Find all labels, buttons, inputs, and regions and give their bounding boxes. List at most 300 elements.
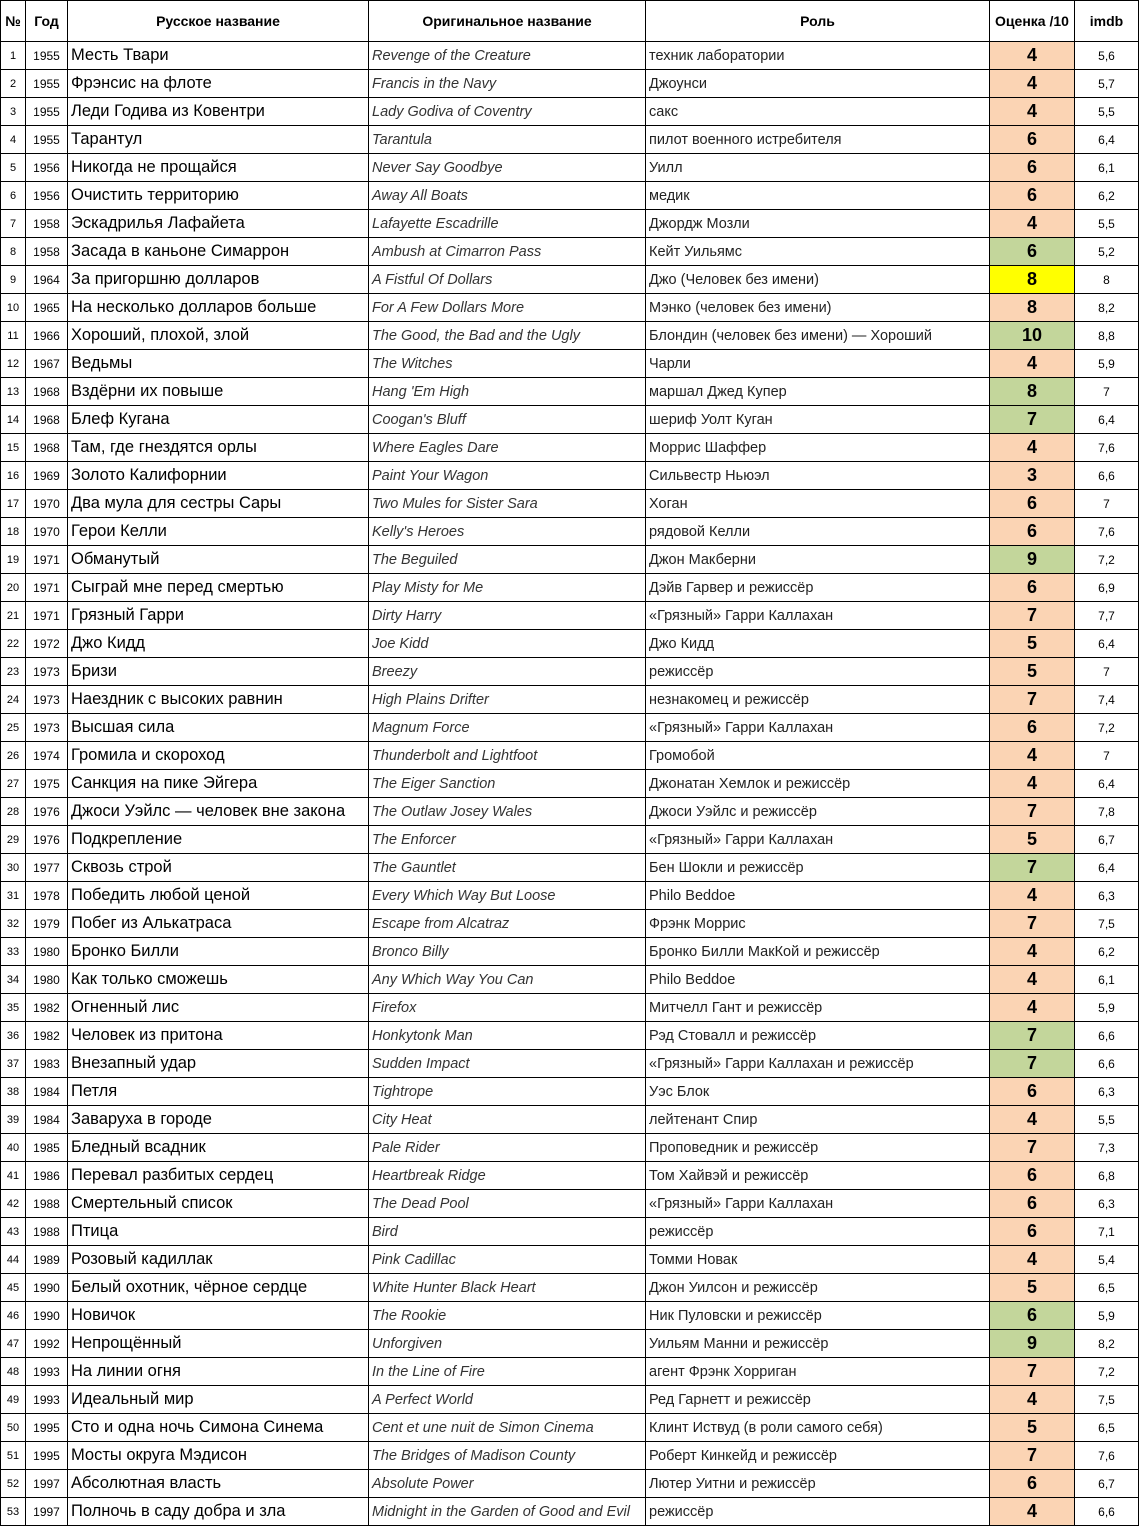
role-cell: режиссёр xyxy=(646,1218,990,1246)
header-row xyxy=(1,1,1139,42)
table-row xyxy=(1,154,1139,182)
imdb-cell: 6,8 xyxy=(1075,1162,1139,1190)
russian-title-cell: Джо Кидд xyxy=(68,630,369,658)
original-title-cell: A Perfect World xyxy=(369,1386,646,1414)
year-cell: 1971 xyxy=(26,602,68,630)
year-cell: 1967 xyxy=(26,350,68,378)
imdb-cell: 6,4 xyxy=(1075,630,1139,658)
imdb-cell: 7,3 xyxy=(1075,1134,1139,1162)
russian-title-cell: Месть Твари xyxy=(68,42,369,70)
year-cell: 1971 xyxy=(26,546,68,574)
header-score: Оценка /10 xyxy=(990,1,1075,42)
table-row xyxy=(1,658,1139,686)
year-cell: 1988 xyxy=(26,1190,68,1218)
year-cell: 1970 xyxy=(26,490,68,518)
table-row xyxy=(1,42,1139,70)
score-cell: 7 xyxy=(990,686,1075,714)
score-cell: 4 xyxy=(990,1246,1075,1274)
year-cell: 1958 xyxy=(26,210,68,238)
row-number: 9 xyxy=(1,266,26,294)
score-cell: 4 xyxy=(990,434,1075,462)
table-row xyxy=(1,1274,1139,1302)
year-cell: 1969 xyxy=(26,462,68,490)
imdb-cell: 6,3 xyxy=(1075,882,1139,910)
role-cell: Бен Шокли и режиссёр xyxy=(646,854,990,882)
original-title-cell: Lafayette Escadrille xyxy=(369,210,646,238)
russian-title-cell: Птица xyxy=(68,1218,369,1246)
table-row xyxy=(1,1330,1139,1358)
table-row xyxy=(1,1190,1139,1218)
table-row xyxy=(1,1358,1139,1386)
russian-title-cell: Громила и скороход xyxy=(68,742,369,770)
role-cell: «Грязный» Гарри Каллахан xyxy=(646,602,990,630)
russian-title-cell: Непрощённый xyxy=(68,1330,369,1358)
role-cell: Рэд Стовалл и режиссёр xyxy=(646,1022,990,1050)
year-cell: 1976 xyxy=(26,826,68,854)
original-title-cell: Midnight in the Garden of Good and Evil xyxy=(369,1498,646,1526)
table-row xyxy=(1,1050,1139,1078)
table-row xyxy=(1,1246,1139,1274)
row-number: 49 xyxy=(1,1386,26,1414)
original-title-cell: Every Which Way But Loose xyxy=(369,882,646,910)
row-number: 27 xyxy=(1,770,26,798)
year-cell: 1979 xyxy=(26,910,68,938)
year-cell: 1974 xyxy=(26,742,68,770)
row-number: 3 xyxy=(1,98,26,126)
imdb-cell: 7,6 xyxy=(1075,434,1139,462)
original-title-cell: Francis in the Navy xyxy=(369,70,646,98)
russian-title-cell: Золото Калифорнии xyxy=(68,462,369,490)
score-cell: 4 xyxy=(990,98,1075,126)
row-number: 15 xyxy=(1,434,26,462)
imdb-cell: 7,4 xyxy=(1075,686,1139,714)
imdb-cell: 6,7 xyxy=(1075,1470,1139,1498)
original-title-cell: The Eiger Sanction xyxy=(369,770,646,798)
row-number: 5 xyxy=(1,154,26,182)
role-cell: Джо Кидд xyxy=(646,630,990,658)
imdb-cell: 5,5 xyxy=(1075,1106,1139,1134)
role-cell: сакс xyxy=(646,98,990,126)
role-cell: Томми Новак xyxy=(646,1246,990,1274)
score-cell: 7 xyxy=(990,406,1075,434)
year-cell: 1978 xyxy=(26,882,68,910)
table-row xyxy=(1,798,1139,826)
imdb-cell: 8,8 xyxy=(1075,322,1139,350)
russian-title-cell: Петля xyxy=(68,1078,369,1106)
imdb-cell: 6,5 xyxy=(1075,1414,1139,1442)
russian-title-cell: Внезапный удар xyxy=(68,1050,369,1078)
year-cell: 1965 xyxy=(26,294,68,322)
role-cell: пилот военного истребителя xyxy=(646,126,990,154)
russian-title-cell: Грязный Гарри xyxy=(68,602,369,630)
row-number: 10 xyxy=(1,294,26,322)
year-cell: 1985 xyxy=(26,1134,68,1162)
original-title-cell: In the Line of Fire xyxy=(369,1358,646,1386)
score-cell: 4 xyxy=(990,1386,1075,1414)
score-cell: 9 xyxy=(990,546,1075,574)
row-number: 21 xyxy=(1,602,26,630)
row-number: 52 xyxy=(1,1470,26,1498)
role-cell: Бронко Билли МакКой и режиссёр xyxy=(646,938,990,966)
score-cell: 6 xyxy=(990,154,1075,182)
role-cell: Ник Пуловски и режиссёр xyxy=(646,1302,990,1330)
imdb-cell: 7,6 xyxy=(1075,1442,1139,1470)
imdb-cell: 6,5 xyxy=(1075,1274,1139,1302)
table-row xyxy=(1,882,1139,910)
original-title-cell: Any Which Way You Can xyxy=(369,966,646,994)
russian-title-cell: За пригоршню долларов xyxy=(68,266,369,294)
row-number: 44 xyxy=(1,1246,26,1274)
imdb-cell: 5,4 xyxy=(1075,1246,1139,1274)
original-title-cell: Bird xyxy=(369,1218,646,1246)
original-title-cell: The Bridges of Madison County xyxy=(369,1442,646,1470)
table-row xyxy=(1,1106,1139,1134)
role-cell: техник лаборатории xyxy=(646,42,990,70)
row-number: 53 xyxy=(1,1498,26,1526)
table-row xyxy=(1,1022,1139,1050)
year-cell: 1984 xyxy=(26,1106,68,1134)
row-number: 33 xyxy=(1,938,26,966)
role-cell: маршал Джед Купер xyxy=(646,378,990,406)
russian-title-cell: Очистить территорию xyxy=(68,182,369,210)
row-number: 28 xyxy=(1,798,26,826)
role-cell: режиссёр xyxy=(646,658,990,686)
russian-title-cell: Обманутый xyxy=(68,546,369,574)
russian-title-cell: Фрэнсис на флоте xyxy=(68,70,369,98)
year-cell: 1980 xyxy=(26,938,68,966)
score-cell: 6 xyxy=(990,182,1075,210)
year-cell: 1990 xyxy=(26,1302,68,1330)
score-cell: 6 xyxy=(990,1078,1075,1106)
original-title-cell: Escape from Alcatraz xyxy=(369,910,646,938)
russian-title-cell: Хороший, плохой, злой xyxy=(68,322,369,350)
table-row xyxy=(1,826,1139,854)
role-cell: Блондин (человек без имени) — Хороший xyxy=(646,322,990,350)
row-number: 2 xyxy=(1,70,26,98)
imdb-cell: 8 xyxy=(1075,266,1139,294)
role-cell: лейтенант Спир xyxy=(646,1106,990,1134)
year-cell: 1993 xyxy=(26,1358,68,1386)
imdb-cell: 7,1 xyxy=(1075,1218,1139,1246)
year-cell: 1968 xyxy=(26,434,68,462)
year-cell: 1995 xyxy=(26,1414,68,1442)
russian-title-cell: Тарантул xyxy=(68,126,369,154)
imdb-cell: 6,2 xyxy=(1075,182,1139,210)
score-cell: 4 xyxy=(990,70,1075,98)
role-cell: Philo Beddoe xyxy=(646,882,990,910)
russian-title-cell: Побег из Алькатраса xyxy=(68,910,369,938)
original-title-cell: Two Mules for Sister Sara xyxy=(369,490,646,518)
role-cell: Джоси Уэйлс и режиссёр xyxy=(646,798,990,826)
imdb-cell: 7 xyxy=(1075,742,1139,770)
score-cell: 5 xyxy=(990,1274,1075,1302)
row-number: 51 xyxy=(1,1442,26,1470)
score-cell: 4 xyxy=(990,42,1075,70)
russian-title-cell: Бледный всадник xyxy=(68,1134,369,1162)
original-title-cell: Heartbreak Ridge xyxy=(369,1162,646,1190)
russian-title-cell: Бризи xyxy=(68,658,369,686)
russian-title-cell: На линии огня xyxy=(68,1358,369,1386)
year-cell: 1973 xyxy=(26,686,68,714)
role-cell: Хоган xyxy=(646,490,990,518)
score-cell: 3 xyxy=(990,462,1075,490)
imdb-cell: 7,2 xyxy=(1075,1358,1139,1386)
table-row xyxy=(1,966,1139,994)
year-cell: 1988 xyxy=(26,1218,68,1246)
imdb-cell: 6,1 xyxy=(1075,966,1139,994)
role-cell: рядовой Келли xyxy=(646,518,990,546)
row-number: 45 xyxy=(1,1274,26,1302)
table-row xyxy=(1,434,1139,462)
original-title-cell: Kelly's Heroes xyxy=(369,518,646,546)
role-cell: Джон Макберни xyxy=(646,546,990,574)
table-row xyxy=(1,126,1139,154)
russian-title-cell: Мосты округа Мэдисон xyxy=(68,1442,369,1470)
table-row xyxy=(1,1386,1139,1414)
score-cell: 9 xyxy=(990,1330,1075,1358)
year-cell: 1973 xyxy=(26,714,68,742)
russian-title-cell: Как только сможешь xyxy=(68,966,369,994)
original-title-cell: Tightrope xyxy=(369,1078,646,1106)
russian-title-cell: Высшая сила xyxy=(68,714,369,742)
score-cell: 4 xyxy=(990,742,1075,770)
role-cell: режиссёр xyxy=(646,1498,990,1526)
score-cell: 7 xyxy=(990,1134,1075,1162)
original-title-cell: The Outlaw Josey Wales xyxy=(369,798,646,826)
role-cell: Уэс Блок xyxy=(646,1078,990,1106)
original-title-cell: Bronco Billy xyxy=(369,938,646,966)
row-number: 13 xyxy=(1,378,26,406)
table-row xyxy=(1,98,1139,126)
score-cell: 7 xyxy=(990,1442,1075,1470)
row-number: 30 xyxy=(1,854,26,882)
role-cell: Чарли xyxy=(646,350,990,378)
row-number: 16 xyxy=(1,462,26,490)
year-cell: 1972 xyxy=(26,630,68,658)
table-row xyxy=(1,1470,1139,1498)
table-row xyxy=(1,994,1139,1022)
russian-title-cell: Герои Келли xyxy=(68,518,369,546)
score-cell: 6 xyxy=(990,490,1075,518)
original-title-cell: Sudden Impact xyxy=(369,1050,646,1078)
year-cell: 1977 xyxy=(26,854,68,882)
year-cell: 1966 xyxy=(26,322,68,350)
russian-title-cell: Перевал разбитых сердец xyxy=(68,1162,369,1190)
row-number: 7 xyxy=(1,210,26,238)
imdb-cell: 6,4 xyxy=(1075,854,1139,882)
original-title-cell: Where Eagles Dare xyxy=(369,434,646,462)
role-cell: Philo Beddoe xyxy=(646,966,990,994)
score-cell: 5 xyxy=(990,658,1075,686)
score-cell: 10 xyxy=(990,322,1075,350)
role-cell: «Грязный» Гарри Каллахан xyxy=(646,1190,990,1218)
role-cell: Ред Гарнетт и режиссёр xyxy=(646,1386,990,1414)
imdb-cell: 6,4 xyxy=(1075,126,1139,154)
header-year: Год xyxy=(26,1,68,42)
year-cell: 1958 xyxy=(26,238,68,266)
russian-title-cell: Два мула для сестры Сары xyxy=(68,490,369,518)
role-cell: Уилл xyxy=(646,154,990,182)
table-row xyxy=(1,1302,1139,1330)
role-cell: «Грязный» Гарри Каллахан xyxy=(646,714,990,742)
row-number: 24 xyxy=(1,686,26,714)
row-number: 36 xyxy=(1,1022,26,1050)
russian-title-cell: На несколько долларов больше xyxy=(68,294,369,322)
table-row xyxy=(1,1218,1139,1246)
imdb-cell: 6,4 xyxy=(1075,406,1139,434)
imdb-cell: 6,6 xyxy=(1075,462,1139,490)
role-cell: «Грязный» Гарри Каллахан и режиссёр xyxy=(646,1050,990,1078)
russian-title-cell: Сто и одна ночь Симона Синема xyxy=(68,1414,369,1442)
header-original-title: Оригинальное название xyxy=(369,1,646,42)
row-number: 22 xyxy=(1,630,26,658)
role-cell: Мэнко (человек без имени) xyxy=(646,294,990,322)
original-title-cell: Away All Boats xyxy=(369,182,646,210)
row-number: 46 xyxy=(1,1302,26,1330)
score-cell: 7 xyxy=(990,854,1075,882)
table-row xyxy=(1,350,1139,378)
imdb-cell: 6,7 xyxy=(1075,826,1139,854)
russian-title-cell: Абсолютная власть xyxy=(68,1470,369,1498)
score-cell: 4 xyxy=(990,938,1075,966)
year-cell: 1990 xyxy=(26,1274,68,1302)
original-title-cell: Revenge of the Creature xyxy=(369,42,646,70)
year-cell: 1997 xyxy=(26,1470,68,1498)
original-title-cell: Unforgiven xyxy=(369,1330,646,1358)
original-title-cell: Never Say Goodbye xyxy=(369,154,646,182)
score-cell: 6 xyxy=(990,1190,1075,1218)
imdb-cell: 7 xyxy=(1075,378,1139,406)
score-cell: 6 xyxy=(990,1302,1075,1330)
original-title-cell: Firefox xyxy=(369,994,646,1022)
row-number: 25 xyxy=(1,714,26,742)
year-cell: 1973 xyxy=(26,658,68,686)
table-row xyxy=(1,294,1139,322)
russian-title-cell: Эскадрилья Лафайета xyxy=(68,210,369,238)
row-number: 18 xyxy=(1,518,26,546)
original-title-cell: A Fistful Of Dollars xyxy=(369,266,646,294)
imdb-cell: 5,5 xyxy=(1075,210,1139,238)
row-number: 42 xyxy=(1,1190,26,1218)
original-title-cell: Absolute Power xyxy=(369,1470,646,1498)
russian-title-cell: Наездник с высоких равнин xyxy=(68,686,369,714)
imdb-cell: 7 xyxy=(1075,658,1139,686)
original-title-cell: Hang 'Em High xyxy=(369,378,646,406)
row-number: 50 xyxy=(1,1414,26,1442)
year-cell: 1970 xyxy=(26,518,68,546)
table-row xyxy=(1,854,1139,882)
original-title-cell: Play Misty for Me xyxy=(369,574,646,602)
imdb-cell: 6,9 xyxy=(1075,574,1139,602)
russian-title-cell: Идеальный мир xyxy=(68,1386,369,1414)
imdb-cell: 5,7 xyxy=(1075,70,1139,98)
table-row xyxy=(1,1498,1139,1526)
original-title-cell: White Hunter Black Heart xyxy=(369,1274,646,1302)
score-cell: 7 xyxy=(990,1358,1075,1386)
row-number: 40 xyxy=(1,1134,26,1162)
imdb-cell: 7,6 xyxy=(1075,518,1139,546)
russian-title-cell: Там, где гнездятся орлы xyxy=(68,434,369,462)
russian-title-cell: Леди Годива из Ковентри xyxy=(68,98,369,126)
imdb-cell: 5,9 xyxy=(1075,350,1139,378)
table-row xyxy=(1,406,1139,434)
russian-title-cell: Полночь в саду добра и зла xyxy=(68,1498,369,1526)
table-row xyxy=(1,1134,1139,1162)
russian-title-cell: Заваруха в городе xyxy=(68,1106,369,1134)
row-number: 29 xyxy=(1,826,26,854)
imdb-cell: 6,6 xyxy=(1075,1498,1139,1526)
header-number: № xyxy=(1,1,26,42)
russian-title-cell: Блеф Кугана xyxy=(68,406,369,434)
score-cell: 8 xyxy=(990,294,1075,322)
original-title-cell: The Witches xyxy=(369,350,646,378)
original-title-cell: The Beguiled xyxy=(369,546,646,574)
year-cell: 1955 xyxy=(26,98,68,126)
year-cell: 1975 xyxy=(26,770,68,798)
row-number: 31 xyxy=(1,882,26,910)
header-russian-title: Русское название xyxy=(68,1,369,42)
original-title-cell: Pink Cadillac xyxy=(369,1246,646,1274)
table-row xyxy=(1,742,1139,770)
original-title-cell: For A Few Dollars More xyxy=(369,294,646,322)
row-number: 47 xyxy=(1,1330,26,1358)
score-cell: 5 xyxy=(990,1414,1075,1442)
year-cell: 1968 xyxy=(26,406,68,434)
header-role: Роль xyxy=(646,1,990,42)
row-number: 4 xyxy=(1,126,26,154)
russian-title-cell: Сквозь строй xyxy=(68,854,369,882)
role-cell: Кейт Уильямс xyxy=(646,238,990,266)
russian-title-cell: Ведьмы xyxy=(68,350,369,378)
original-title-cell: Lady Godiva of Coventry xyxy=(369,98,646,126)
score-cell: 4 xyxy=(990,966,1075,994)
table-row xyxy=(1,378,1139,406)
russian-title-cell: Санкция на пике Эйгера xyxy=(68,770,369,798)
score-cell: 8 xyxy=(990,378,1075,406)
row-number: 41 xyxy=(1,1162,26,1190)
original-title-cell: Joe Kidd xyxy=(369,630,646,658)
score-cell: 6 xyxy=(990,518,1075,546)
imdb-cell: 5,9 xyxy=(1075,994,1139,1022)
year-cell: 1955 xyxy=(26,70,68,98)
table-row xyxy=(1,574,1139,602)
role-cell: Фрэнк Моррис xyxy=(646,910,990,938)
role-cell: Джонатан Хемлок и режиссёр xyxy=(646,770,990,798)
table-row xyxy=(1,462,1139,490)
row-number: 37 xyxy=(1,1050,26,1078)
row-number: 39 xyxy=(1,1106,26,1134)
table-row xyxy=(1,938,1139,966)
imdb-cell: 6,3 xyxy=(1075,1190,1139,1218)
original-title-cell: The Gauntlet xyxy=(369,854,646,882)
year-cell: 1983 xyxy=(26,1050,68,1078)
table-row xyxy=(1,1078,1139,1106)
role-cell: Джон Уилсон и режиссёр xyxy=(646,1274,990,1302)
table-row xyxy=(1,238,1139,266)
role-cell: медик xyxy=(646,182,990,210)
year-cell: 1968 xyxy=(26,378,68,406)
imdb-cell: 8,2 xyxy=(1075,1330,1139,1358)
score-cell: 7 xyxy=(990,1050,1075,1078)
table-row xyxy=(1,602,1139,630)
score-cell: 4 xyxy=(990,770,1075,798)
table-row xyxy=(1,1162,1139,1190)
russian-title-cell: Розовый кадиллак xyxy=(68,1246,369,1274)
year-cell: 1993 xyxy=(26,1386,68,1414)
row-number: 32 xyxy=(1,910,26,938)
score-cell: 6 xyxy=(990,714,1075,742)
row-number: 6 xyxy=(1,182,26,210)
